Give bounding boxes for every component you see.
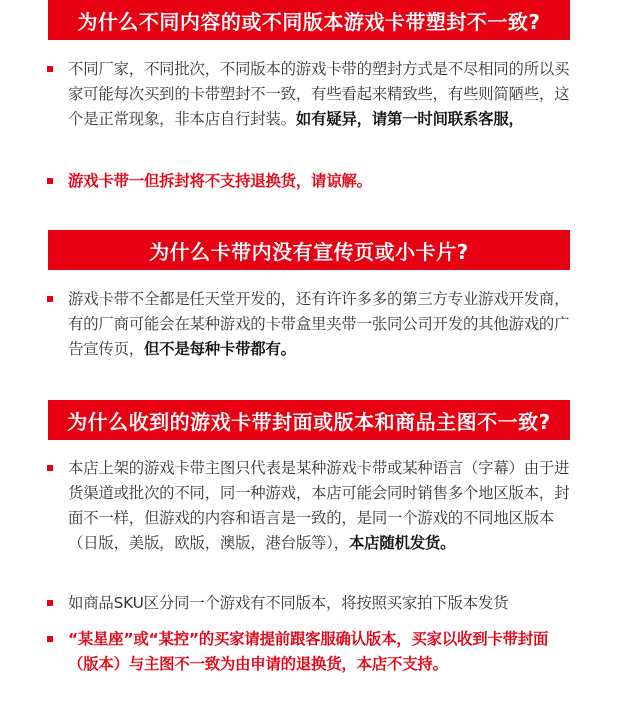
list-item bbox=[68, 287, 571, 362]
item-text: 不同厂家，不同批次，不同版本的游戏卡带的塑封方式是不尽相同的所以买家可能每次买到的卡带塑封不一致，有些看起来精致些，有些则简陋些，这个是正常现象，非本店自行封装。 bbox=[68, 60, 570, 128]
section-title-banner bbox=[48, 400, 570, 440]
bullet-icon bbox=[47, 465, 53, 471]
item-bold-text: 但不是每种卡带都有。 bbox=[143, 340, 296, 358]
item-bold-text: 如有疑异，请第一时间联系客服， bbox=[295, 110, 524, 128]
item-warning-text: 游戏卡带一但拆封将不支持退换货，请谅解。 bbox=[68, 172, 372, 190]
bullet-icon bbox=[47, 636, 53, 642]
section-title: 为什么收到的游戏卡带封面或版本和商品主图不一致? bbox=[67, 409, 551, 434]
list-item bbox=[68, 57, 571, 132]
list-item bbox=[68, 169, 571, 194]
section-title-banner bbox=[48, 0, 570, 40]
item-text: 如商品SKU区分同一个游戏有不同版本，将按照买家拍下版本发货 bbox=[68, 594, 509, 612]
list-item bbox=[68, 627, 571, 677]
bullet-icon bbox=[47, 66, 53, 72]
bullet-icon bbox=[47, 296, 53, 302]
list-item bbox=[68, 591, 571, 616]
item-bold-text: 本店随机发货。 bbox=[348, 534, 456, 552]
section-title: 为什么不同内容的或不同版本游戏卡带塑封不一致? bbox=[77, 9, 541, 34]
item-warning-text: “某星座”或“某控”的买家请提前跟客服确认版本，买家以收到卡带封面（版本）与主图不一致为由申请的退换货，本店不支持。 bbox=[68, 630, 549, 673]
bullet-icon bbox=[47, 178, 53, 184]
section-title: 为什么卡带内没有宣传页或小卡片? bbox=[149, 239, 469, 264]
bullet-icon bbox=[47, 600, 53, 606]
list-item bbox=[68, 456, 571, 556]
item-text: 游戏卡带不全都是任天堂开发的，还有许许多多的第三方专业游戏开发商，有的厂商可能会在某种游戏的卡带盒里夹带一张同公司开发的其他游戏的广告宣传页， bbox=[68, 290, 570, 358]
section-title-banner bbox=[48, 230, 570, 270]
item-text: 本店上架的游戏卡带主图只代表是某种游戏卡带或某种语言（字幕）由于进货渠道或批次的不同，同一种游戏，本店可能会同时销售多个地区版本，封面不一样，但游戏的内容和语言是一致的，是同一个游戏的不同地区版本（日版，美版，欧版，澳版，港台版等）， bbox=[68, 459, 570, 552]
